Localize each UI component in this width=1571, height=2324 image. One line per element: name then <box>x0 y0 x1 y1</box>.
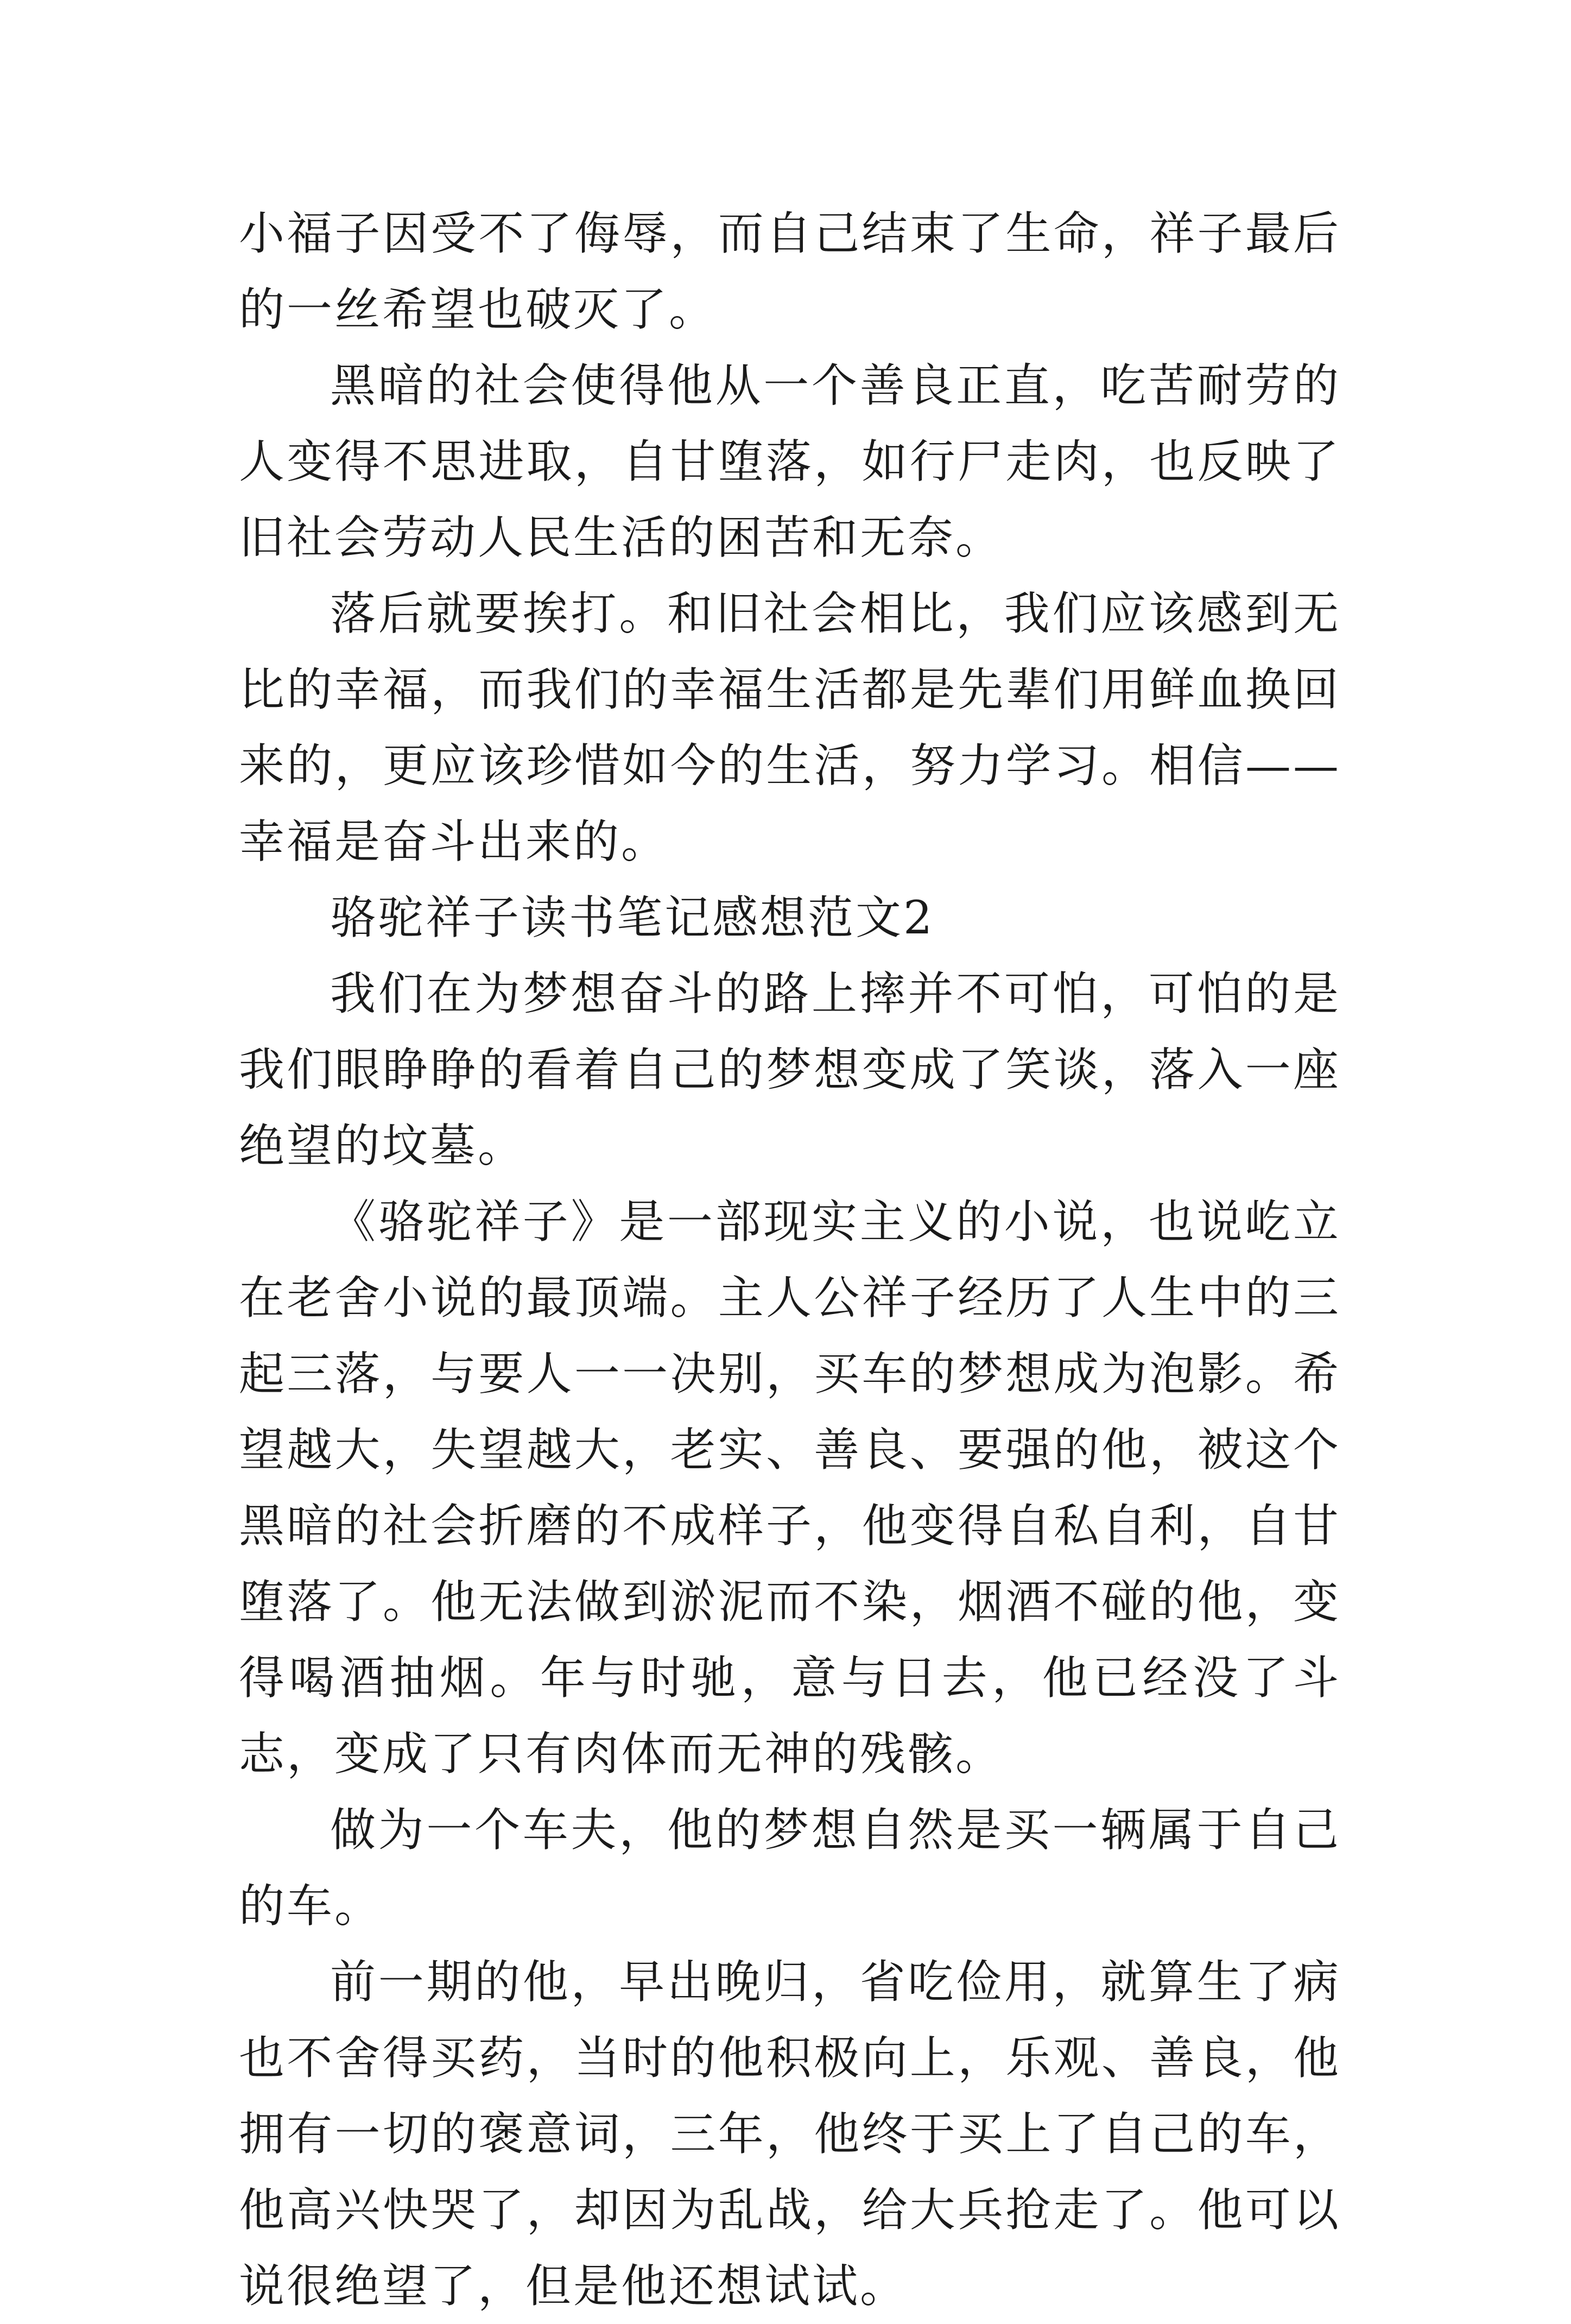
paragraph-4: 我们在为梦想奋斗的路上摔并不可怕，可怕的是我们眼睁睁的看着自己的梦想变成了笑谈，落入一座绝望的坟墓。 <box>239 967 1341 1172</box>
paragraph-5: 《骆驼祥子》是一部现实主义的小说，也说屹立在老舍小说的最顶端。主人公祥子经历了人生中的三起三落，与要人一一决别，买车的梦想成为泡影。希望越大，失望越大，老实、善良、要强的他，被这个黑暗的社会折磨的不成样子，他变得自私自利，自甘堕落了。他无法做到淤泥而不染，烟酒不碰的他，变得喝酒抽烟。年与时驰，意与日去，他已经没了斗志，变成了只有肉体而无神的残骸。 <box>239 1195 1341 1780</box>
paragraph-6: 做为一个车夫，他的梦想自然是买一辆属于自己的车。 <box>239 1803 1341 1933</box>
paragraph-1: 小福子因受不了侮辱，而自己结束了生命，祥子最后的一丝希望也破灭了。 <box>239 207 1341 336</box>
paragraph-3: 落后就要挨打。和旧社会相比，我们应该感到无比的幸福，而我们的幸福生活都是先辈们用鲜血换回来的，更应该珍惜如今的生活，努力学习。相信——幸福是奋斗出来的。 <box>239 587 1341 868</box>
paragraph-7: 前一期的他，早出晚归，省吃俭用，就算生了病也不舍得买药，当时的他积极向上，乐观、善良，他拥有一切的褒意词，三年，他终于买上了自己的车，他高兴快哭了，却因为乱战，给大兵抢走了。他可以说很绝望了，但是他还想试试。 <box>239 1955 1341 2313</box>
paragraph-2: 黑暗的社会使得他从一个善良正直，吃苦耐劳的人变得不思进取，自甘堕落，如行尸走肉，也反映了旧社会劳动人民生活的困苦和无奈。 <box>239 359 1341 564</box>
section-heading: 骆驼祥子读书笔记感想范文2 <box>330 891 935 944</box>
document-body <box>239 195 1341 2324</box>
